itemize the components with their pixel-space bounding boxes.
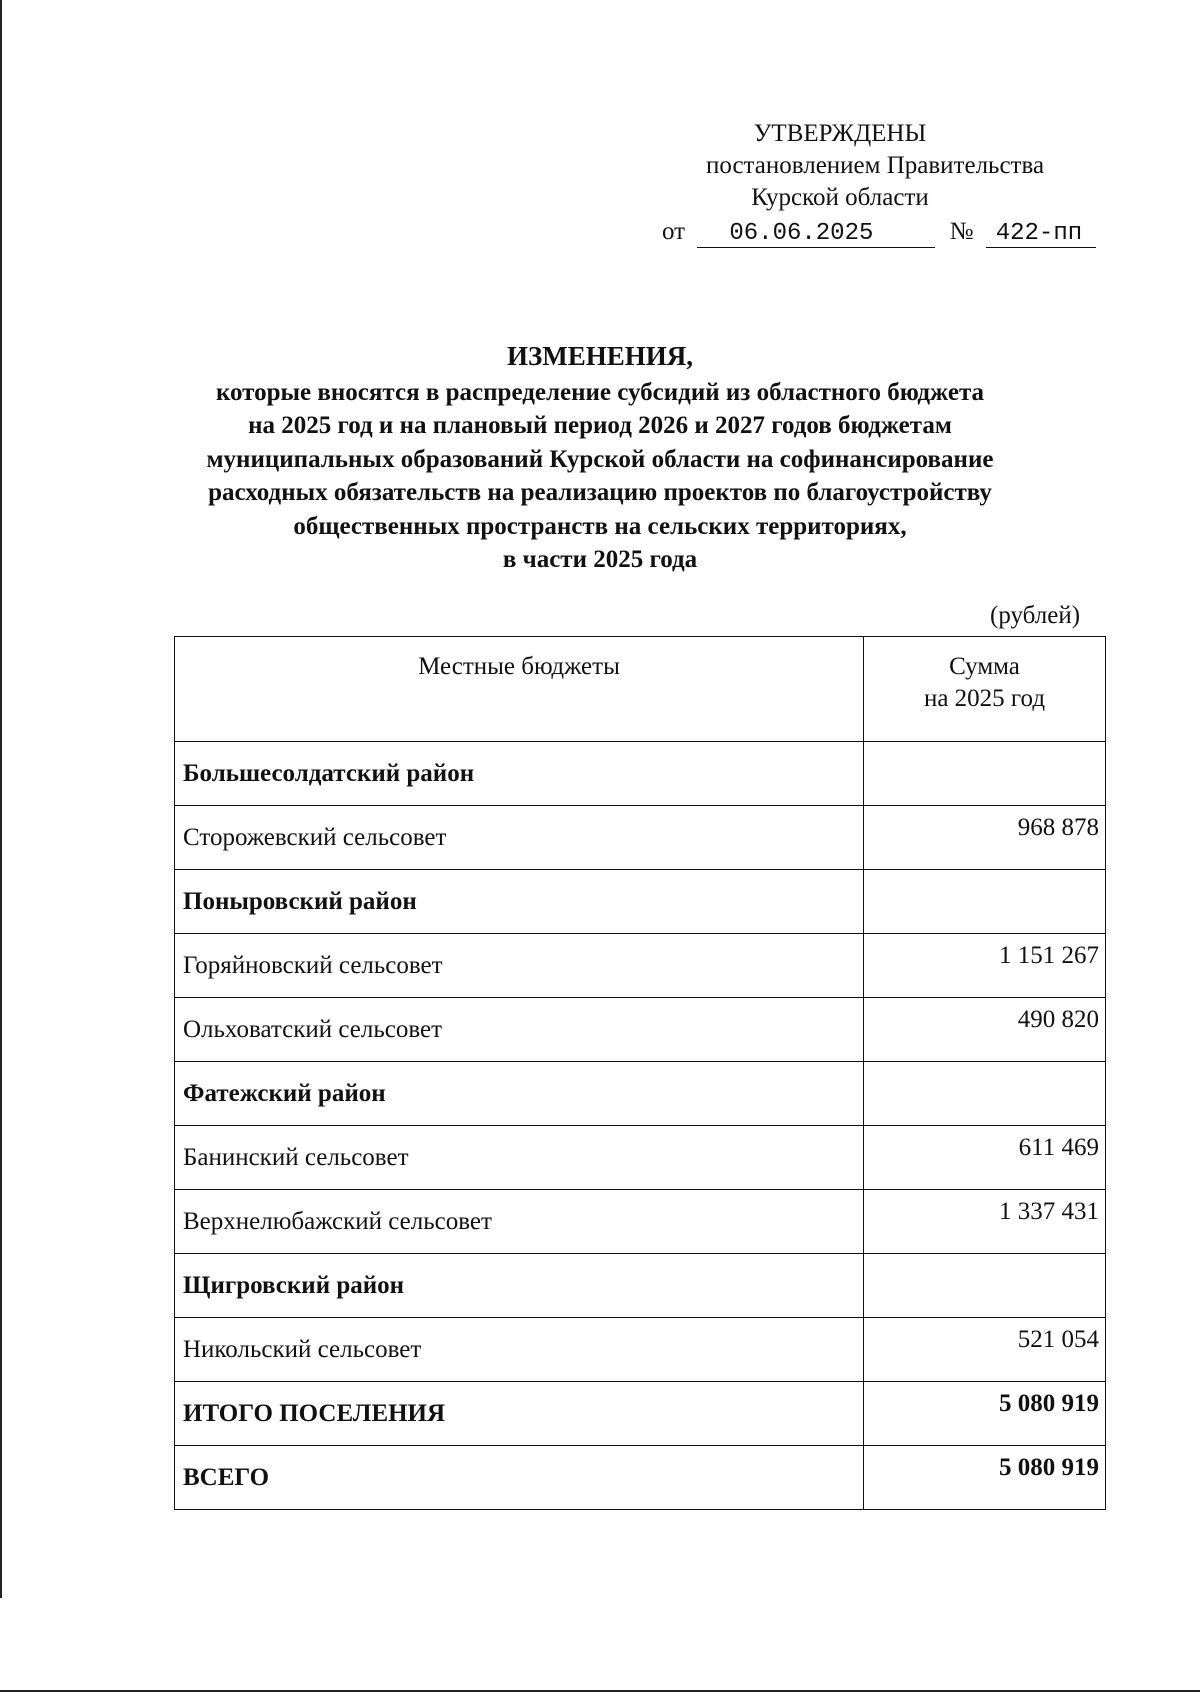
row-amount: 521 054 (864, 1318, 1106, 1382)
scan-edge-left (0, 0, 2, 1598)
date-prefix: от (662, 218, 686, 245)
row-amount: 5 080 919 (864, 1446, 1106, 1510)
title-line: в части 2025 года (502, 546, 698, 573)
approval-heading: УТВЕРЖДЕНЫ (753, 120, 927, 147)
budget-table (174, 636, 1106, 1510)
row-amount (864, 742, 1106, 806)
row-name: ВСЕГО (175, 1446, 864, 1510)
table-row (175, 1318, 1106, 1382)
table-row (175, 1126, 1106, 1190)
table-row (175, 806, 1106, 870)
row-name: Большесолдатский район (175, 742, 864, 806)
approval-block (630, 118, 1110, 214)
row-amount (864, 870, 1106, 934)
header-amount-line-1: Сумма (949, 653, 1020, 680)
approval-number: 422-пп (986, 221, 1096, 248)
row-name: Щигровский район (175, 1254, 864, 1318)
title-line: расходных обязательств на реализацию проектов по благоустройству (208, 479, 992, 506)
row-name: Горяйновский сельсовет (175, 934, 864, 998)
total-row (175, 1446, 1106, 1510)
approval-line-2: Курской области (751, 184, 929, 211)
row-name: Поныровский район (175, 870, 864, 934)
row-amount: 1 151 267 (864, 934, 1106, 998)
header-local-budgets: Местные бюджеты (175, 637, 864, 742)
table-header-row (175, 637, 1106, 742)
row-amount (864, 1254, 1106, 1318)
table-row (175, 998, 1106, 1062)
table-row (175, 1190, 1106, 1254)
scan-edge-bottom (0, 1690, 1200, 1692)
total-row (175, 1382, 1106, 1446)
district-row (175, 742, 1106, 806)
document-title (150, 340, 1050, 577)
title-line: муниципальных образований Курской области на софинансирование (206, 445, 994, 473)
row-name: ИТОГО ПОСЕЛЕНИЯ (175, 1382, 864, 1446)
approval-date-line (662, 216, 1096, 248)
district-row (175, 1062, 1106, 1126)
title-line: общественных пространств на сельских территориях, (293, 512, 907, 540)
row-name: Никольский сельсовет (175, 1318, 864, 1382)
row-amount: 968 878 (864, 806, 1106, 870)
approval-date: 06.06.2025 (697, 221, 935, 248)
row-name: Фатежский район (175, 1062, 864, 1126)
number-prefix: № (949, 218, 974, 245)
title-line: которые вносятся в распределение субсидий из областного бюджета (215, 378, 985, 406)
row-amount: 490 820 (864, 998, 1106, 1062)
header-amount-line-2: на 2025 год (923, 685, 1046, 712)
district-row (175, 1254, 1106, 1318)
row-amount: 5 080 919 (864, 1382, 1106, 1446)
title-main: ИЗМЕНЕНИЯ, (506, 341, 693, 371)
district-row (175, 870, 1106, 934)
title-line: на 2025 год и на плановый период 2026 и 2027 годов бюджетам (248, 412, 952, 439)
units-label: (рублей) (990, 602, 1081, 629)
row-name: Сторожевский сельсовет (175, 806, 864, 870)
row-name: Банинский сельсовет (175, 1126, 864, 1190)
header-amount (864, 637, 1106, 742)
row-amount: 611 469 (864, 1126, 1106, 1190)
row-amount (864, 1062, 1106, 1126)
table-row (175, 934, 1106, 998)
row-amount: 1 337 431 (864, 1190, 1106, 1254)
row-name: Ольховатский сельсовет (175, 998, 864, 1062)
approval-line-1: постановлением Правительства (705, 152, 1045, 179)
row-name: Верхнелюбажский сельсовет (175, 1190, 864, 1254)
